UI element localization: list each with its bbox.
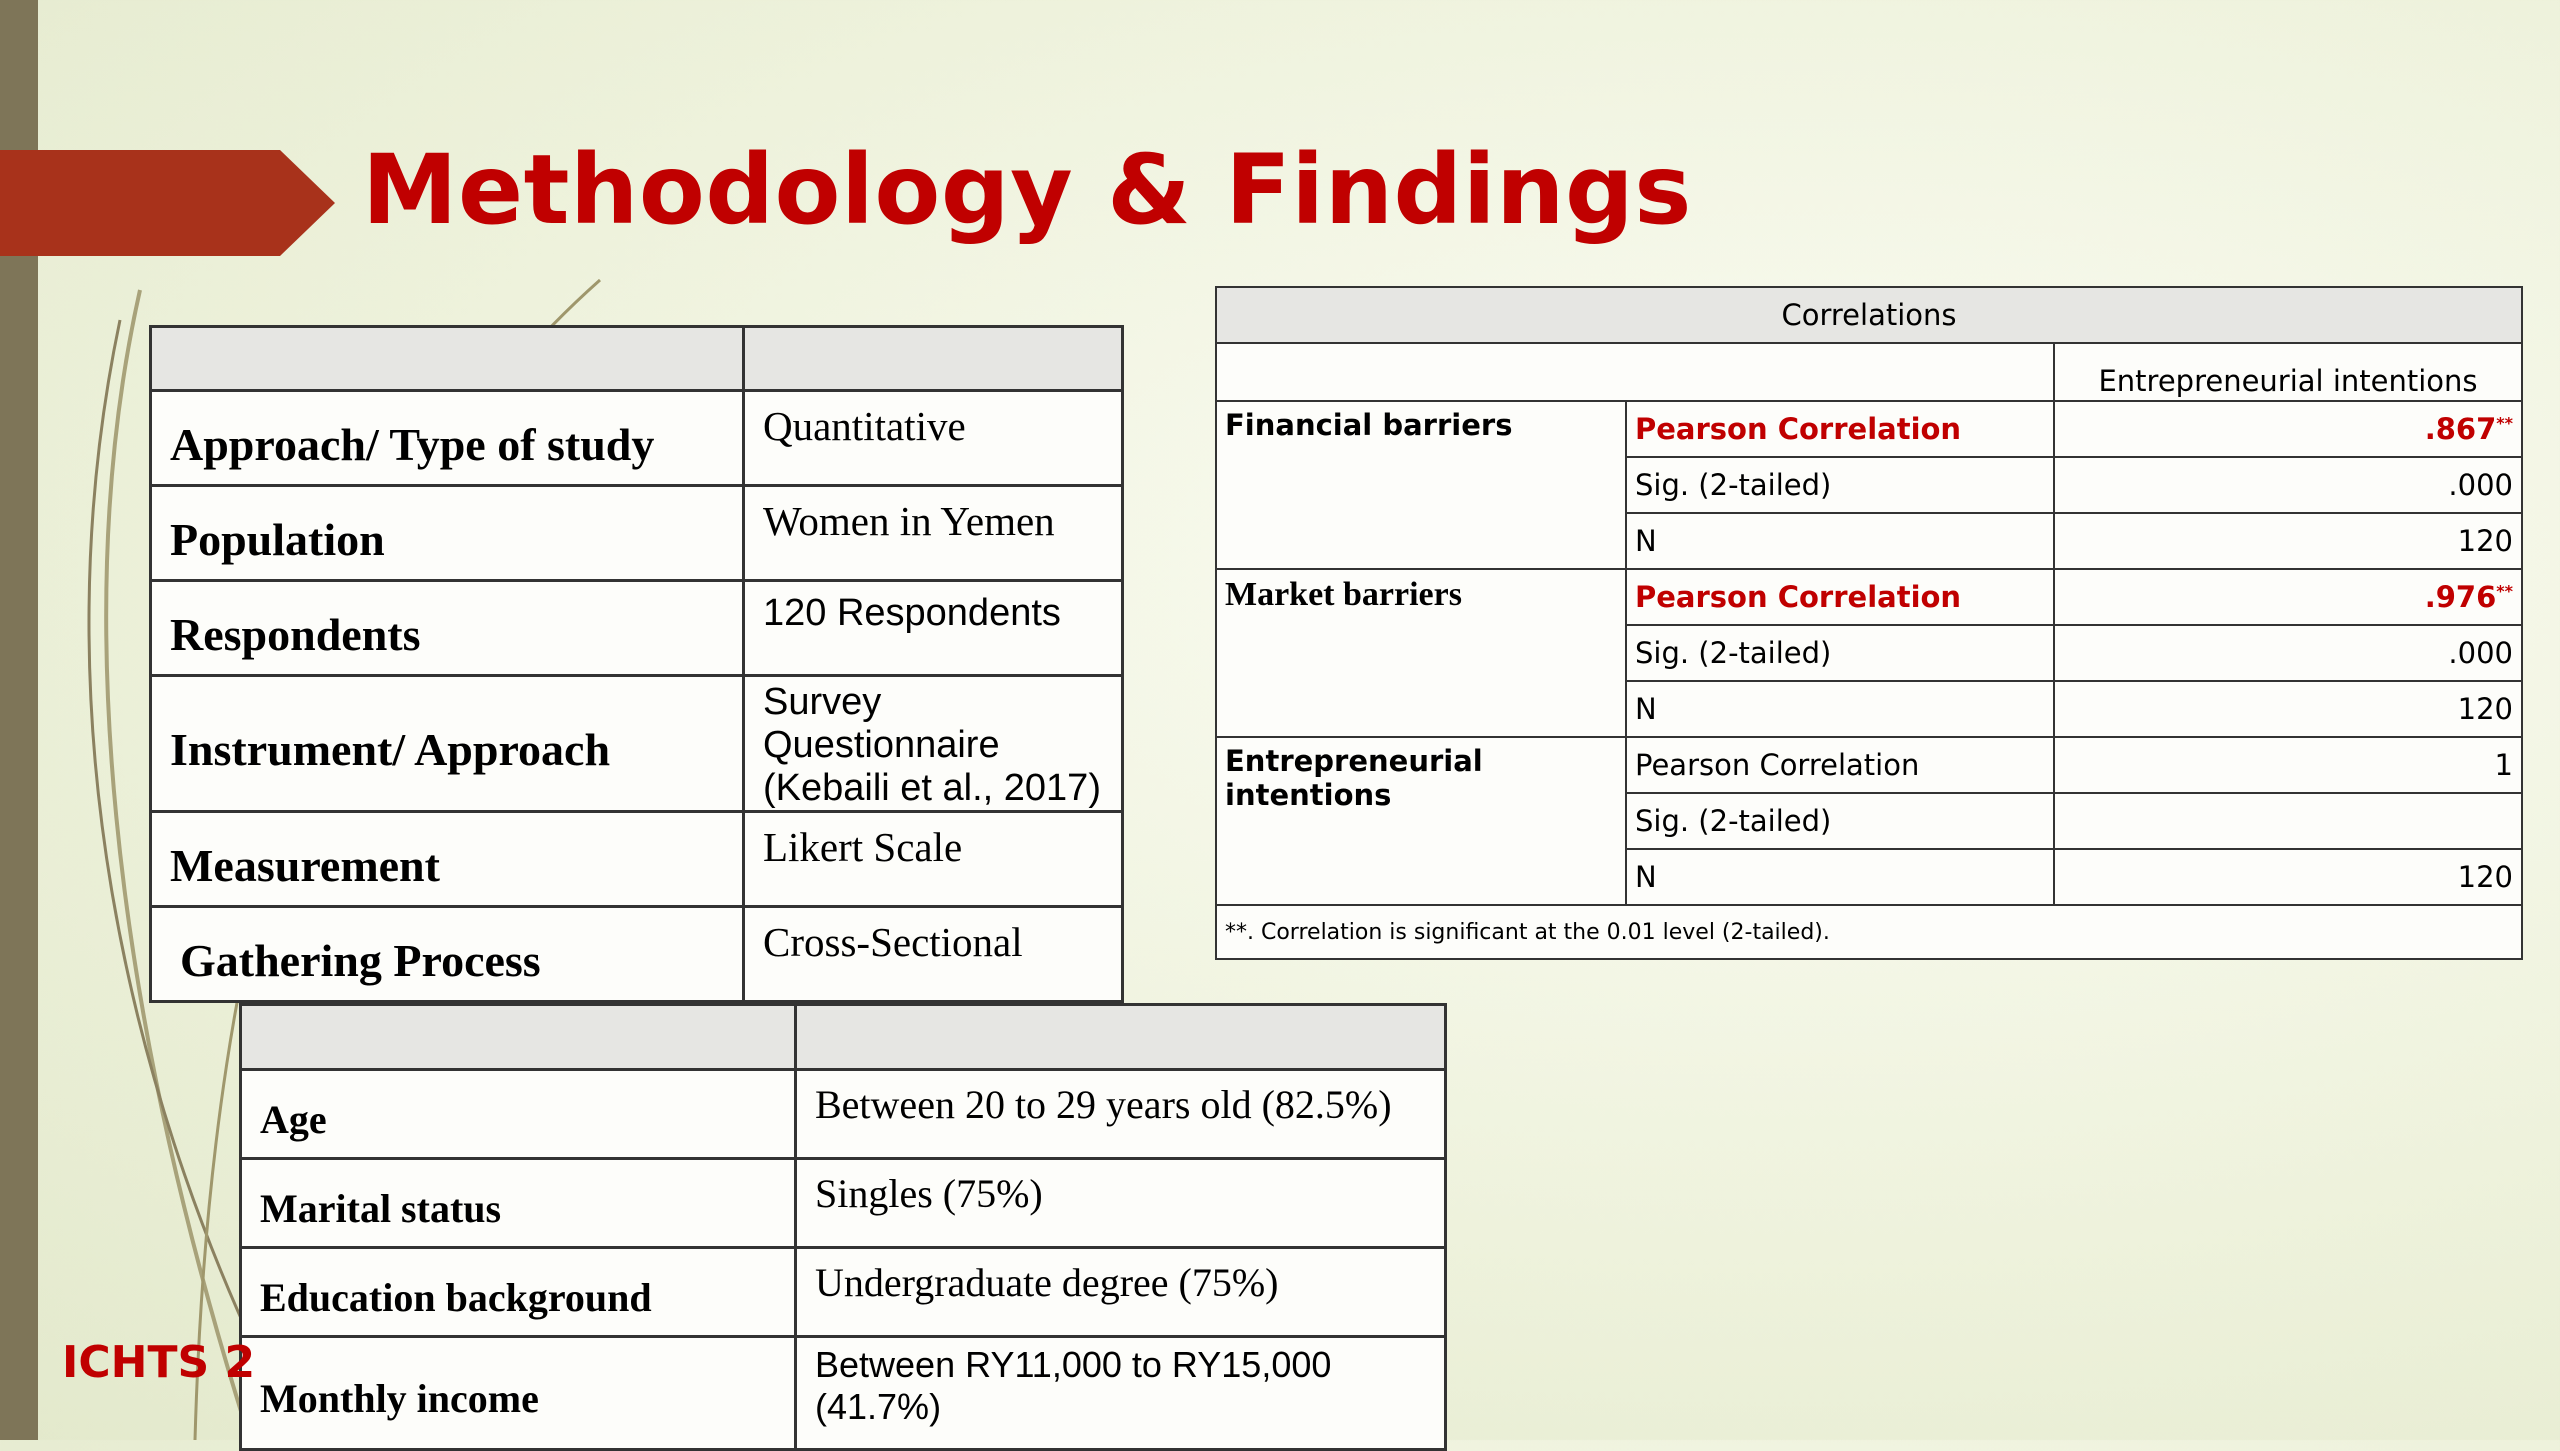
significance-note: **. Correlation is significant at the 0.01 level (2-tailed).	[1216, 905, 2522, 959]
row-label: Monthly income	[241, 1337, 796, 1450]
table-row	[1216, 569, 2522, 625]
row-value: Undergraduate degree (75%)	[796, 1248, 1446, 1337]
stat-value: 120	[2054, 849, 2522, 905]
stat-value: 120	[2054, 681, 2522, 737]
header-cell	[151, 327, 744, 391]
table-row	[241, 1337, 1446, 1450]
row-value: Women in Yemen	[744, 486, 1123, 581]
row-label: Education background	[241, 1248, 796, 1337]
stat-label: Pearson Correlation	[1626, 401, 2054, 457]
table-row	[151, 581, 1123, 676]
stat-label: N	[1626, 849, 2054, 905]
group-label: Financial barriers	[1216, 401, 1626, 569]
row-label: Population	[151, 486, 744, 581]
row-label: Instrument/ Approach	[151, 676, 744, 812]
row-label: Respondents	[151, 581, 744, 676]
column-header: Entrepreneurial intentions	[2054, 343, 2522, 401]
row-value: 120 Respondents	[744, 581, 1123, 676]
table-row	[1216, 401, 2522, 457]
stat-value	[2054, 793, 2522, 849]
correlations-table	[1215, 286, 2523, 960]
stat-value: 120	[2054, 513, 2522, 569]
page-title: Methodology & Findings	[362, 134, 1692, 246]
stat-value: .000	[2054, 457, 2522, 513]
stat-value: .976**	[2054, 569, 2522, 625]
row-value: Cross-Sectional	[744, 907, 1123, 1002]
stat-value: .867**	[2054, 401, 2522, 457]
table-row	[151, 486, 1123, 581]
header-cell	[796, 1005, 1446, 1070]
stat-label: Sig. (2-tailed)	[1626, 793, 2054, 849]
stat-label: Pearson Correlation	[1626, 737, 2054, 793]
correlations-caption: Correlations	[1216, 287, 2522, 343]
table-row	[151, 676, 1123, 812]
row-value: Between RY11,000 to RY15,000 (41.7%)	[796, 1337, 1446, 1450]
row-value: Between 20 to 29 years old (82.5%)	[796, 1070, 1446, 1159]
row-label: Measurement	[151, 812, 744, 907]
table-row	[241, 1248, 1446, 1337]
row-value: Survey Questionnaire (Kebaili et al., 2017)	[744, 676, 1123, 812]
row-value: Singles (75%)	[796, 1159, 1446, 1248]
header-cell	[744, 327, 1123, 391]
stat-label: Pearson Correlation	[1626, 569, 2054, 625]
row-value: Quantitative	[744, 391, 1123, 486]
footer-brand: ICHTS 2	[62, 1337, 256, 1388]
table-row	[241, 1070, 1446, 1159]
demographics-table	[239, 1003, 1447, 1451]
table-row	[151, 391, 1123, 486]
group-label: Entrepreneurial intentions	[1216, 737, 1626, 905]
table-row	[241, 1159, 1446, 1248]
table-row	[151, 812, 1123, 907]
table-row	[151, 907, 1123, 1002]
row-value: Likert Scale	[744, 812, 1123, 907]
blank-cell	[1216, 343, 2054, 401]
stat-label: Sig. (2-tailed)	[1626, 625, 2054, 681]
table-row	[1216, 737, 2522, 793]
header-cell	[241, 1005, 796, 1070]
stat-label: N	[1626, 681, 2054, 737]
title-arrow	[0, 150, 335, 256]
stat-value: .000	[2054, 625, 2522, 681]
stat-label: N	[1626, 513, 2054, 569]
group-label: Market barriers	[1216, 569, 1626, 737]
study-table	[149, 325, 1124, 1003]
stat-label: Sig. (2-tailed)	[1626, 457, 2054, 513]
row-label: Marital status	[241, 1159, 796, 1248]
row-label: Approach/ Type of study	[151, 391, 744, 486]
row-label: Gathering Process	[151, 907, 744, 1002]
stat-value: 1	[2054, 737, 2522, 793]
row-label: Age	[241, 1070, 796, 1159]
